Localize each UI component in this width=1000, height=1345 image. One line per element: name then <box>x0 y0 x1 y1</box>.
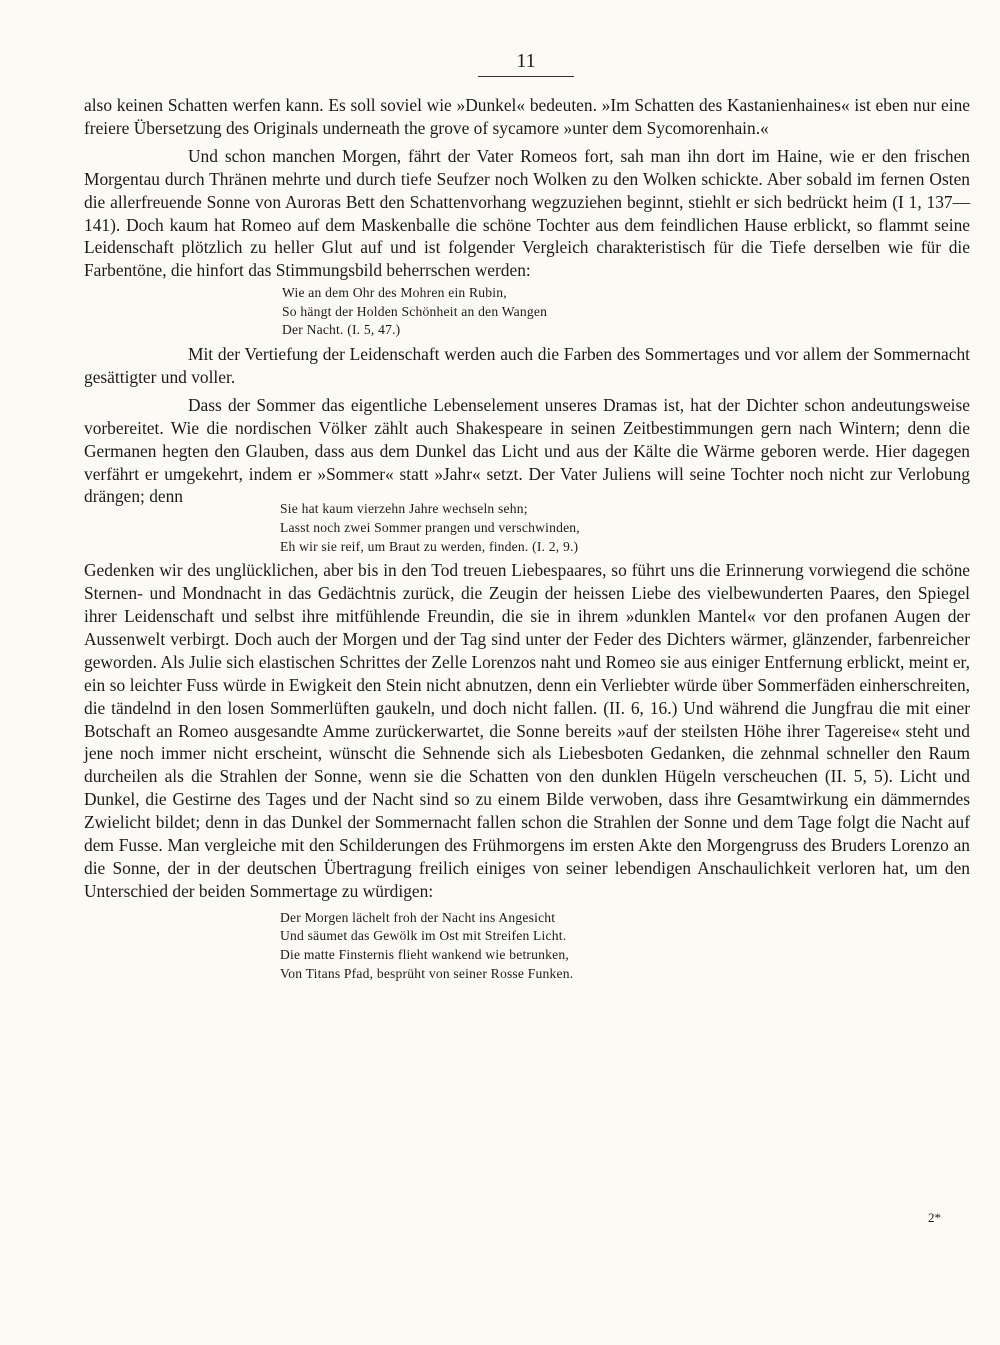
verse-line: Und säumet das Gewölk im Ost mit Streifen Licht. <box>280 928 567 944</box>
page-number: 11 <box>478 50 574 77</box>
verse-line: Die matte Finsternis flieht wankend wie betrunken, <box>280 946 569 962</box>
verse-line: Wie an dem Ohr des Mohren ein Rubin, <box>282 285 507 301</box>
verse-line: So hängt der Holden Schönheit an den Wangen <box>282 303 548 319</box>
paragraph-5: Gedenken wir des unglücklichen, aber bis in den Tod treuen Liebespaares, so führt uns die Erinnerung vorwiegend die schöne Sternen- und Mondnacht in das Gedächtnis zurück, die Zeugin der heissen Liebe des vielbewunderten Paares, den Spiegel ihrer Leidenschaft und selbst ihre mitfühlende Freundin, die sie in ihrem »dunklen Mantel« vor den profanen Augen der Aussenwelt verbirgt. Doch auch der Morgen und der Tag sind unter der Feder des Dichters wärmer, glänzender, farbenreicher geworden. Als Julie sich elastischen Schrittes der Zelle Lorenzos naht und Romeo sie aus einiger Entfernung erblickt, meint er, ein so leichter Fuss würde in Ewigkeit den Stein nicht abnutzen, denn ein Verliebter würde über Sommerfäden einherschreiten, die tändelnd in den losen Sommerlüften gaukeln, und doch nicht fallen. (II. 6, 16.) Und während die Jungfrau die mit einer Botschaft an Romeo ausgesandte Amme zurückerwartet, die Sonne bereits »auf der steilsten Höhe ihrer Tagereise« steht und jene noch immer nicht erscheint, wünscht die Sehnende sich als Liebesboten Gedanken, die zehnmal schneller den Raum durcheilen als die Strahlen der Sonne, wenn sie die Schatten von den dunklen Hügeln verscheuchen (II. 5, 5). Licht und Dunkel, die Gestirne des Tages und der Nacht sind so zu einem Bilde verwoben, dass ihre Gesamtwirkung ein dämmerndes Zwielicht bildet; denn in das Dunkel der Sommernacht fallen schon die Strahlen der Sonne und dem Tage folgt die Nacht auf dem Fusse. Man vergleiche mit den Schilderungen des Frühmorgens im ersten Akte den Morgengruss des Bruders Lorenzo an die Sonne, der in der deutschen Übertragung freilich einiges von seiner lebendigen Anschaulichkeit verloren hat, um den Unterschied der beiden Sommertage zu würdigen: <box>84 560 970 901</box>
verse-line: Eh wir sie reif, um Braut zu werden, finden. (I. 2, 9.) <box>280 538 579 554</box>
paragraph-2: Und schon manchen Morgen, fährt der Vater Romeos fort, sah man ihn dort im Haine, wie er den frischen Morgentau durch Thränen mehrte und durch tiefe Seufzer noch Wolken zu den Wolken schickte. Aber sobald im fernen Osten die allerfreuende Sonne von Auroras Bett den Schattenvorhang wegzuziehen beginnt, stiehlt er sich bedrückt heim (I 1, 137—141). Doch kaum hat Romeo auf dem Maskenballe die schöne Tochter aus dem feindlichen Hause erblickt, so flammt seine Leidenschaft plötzlich zu heller Glut auf und ist folgender Vergleich charakteristisch für die Tiefe derselben wie für die Farbentöne, die hinfort das Stimmungsbild beherrschen werden: <box>84 145 970 281</box>
verse-quote-1 <box>84 284 970 340</box>
verse-line: Lasst noch zwei Sommer prangen und verschwinden, <box>280 519 580 535</box>
paragraph-3: Mit der Vertiefung der Leidenschaft werden auch die Farben des Sommertages und vor allem der Sommernacht gesättigter und voller. <box>84 344 970 387</box>
verse-line: Der Morgen lächelt froh der Nacht ins Angesicht <box>280 909 556 925</box>
verse-line: Der Nacht. (I. 5, 47.) <box>282 322 401 338</box>
sheet-signature: 2* <box>928 1210 941 1225</box>
verse-quote-3 <box>84 909 970 983</box>
verse-line: Von Titans Pfad, besprüht von seiner Rosse Funken. <box>280 965 574 981</box>
paragraph-1: also keinen Schatten werfen kann. Es soll soviel wie »Dunkel« bedeuten. »Im Schatten des Kastanienhaines« ist eben nur eine freiere Übersetzung des Originals underneath the grove of sycamore »unter dem Sycomorenhain.« <box>84 95 970 138</box>
verse-quote-2 <box>84 500 970 556</box>
body-text <box>84 94 970 986</box>
verse-line: Sie hat kaum vierzehn Jahre wechseln sehn; <box>280 501 528 517</box>
paragraph-4: Dass der Sommer das eigentliche Lebenselement unseres Dramas ist, hat der Dichter schon andeutungsweise vorbereitet. Wie die nordischen Völker zählt auch Shakespeare in seinen Zeitbestimmungen gern nach Wintern; denn die Germanen hegten den Glauben, dass aus dem Dunkel das Licht und aus der Kälte die Wärme geboren werde. Hier dagegen verfährt er umgekehrt, indem er »Sommer« statt »Jahr« setzt. Der Vater Juliens will seine Tochter noch nicht zur Verlobung drängen; denn <box>84 394 970 507</box>
